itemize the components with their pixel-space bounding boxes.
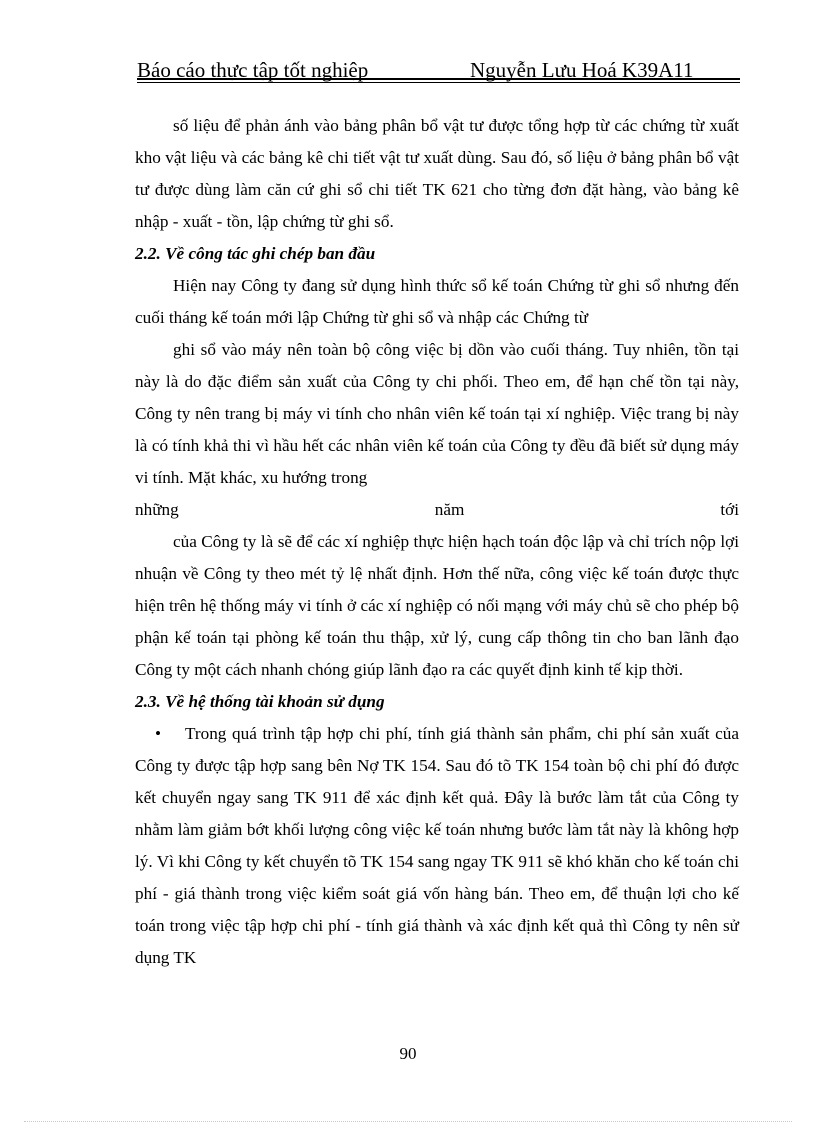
bullet-icon: •: [155, 724, 162, 743]
paragraph-1: số liệu để phản ánh vào bảng phân bổ vật tư được tổng hợp từ các chứng từ xuất kho vật liệu và các bảng kê chi tiết vật tư xuất dùng. Sau đó, số liệu ở bảng phân bổ vật tư được dùng làm căn cứ ghi sổ chi tiết TK 621 cho từng đơn đặt hàng, vào bảng kê nhập - xuất - tồn, lập chứng từ ghi sổ.: [135, 116, 739, 231]
spread-word-2: năm: [434, 500, 465, 519]
section-heading-2-3: 2.3. Về hệ thống tài khoản sử dụng: [135, 692, 385, 711]
header-author: Nguyễn Lưu Hoá K39A11: [470, 58, 694, 82]
bullet-text: Trong quá trình tập hợp chi phí, tính giá thành sản phẩm, chi phí sản xuất của Công ty được tập hợp sang bên Nợ TK 154. Sau đó tõ TK 154 toàn bộ chi phí đó được kết chuyển ngay sang TK 911 để xác định kết quả. Đây là bước làm tắt của Công ty nhằm làm giảm bớt khối lượng công việc kế toán nhưng bước làm tắt này là không hợp lý. Vì khi Công ty kết chuyển tõ TK 154 sang ngay TK 911 sẽ khó khăn cho kế toán chi phí - giá thành trong việc kiểm soát giá vốn hàng bán. Theo em, để thuận lợi cho kế toán trong việc tập hợp chi phí - tính giá thành và xác định kết quả thì Công ty nên sử dụng TK: [135, 724, 739, 967]
header-report-title: Báo cáo thực tập tốt nghiệp: [137, 58, 369, 82]
header-rule-thin: [137, 82, 740, 83]
section-heading-2-2: 2.2. Về công tác ghi chép ban đầu: [135, 244, 376, 263]
paragraph-3: ghi sổ vào máy nên toàn bộ công việc bị dồn vào cuối tháng. Tuy nhiên, tồn tại này là do đặc điểm sản xuất của Công ty chi phối. Theo em, để hạn chế tồn tại này, Công ty nên trang bị máy vi tính cho nhân viên kế toán tại xí nghiệp. Việc trang bị này là có tính khả thi vì hầu hết các nhân viên kế toán của Công ty đều đã biết sử dụng máy vi tính. Mặt khác, xu hướng trong: [135, 340, 739, 487]
header-rule: [137, 78, 740, 80]
paragraph-4: của Công ty là sẽ để các xí nghiệp thực hiện hạch toán độc lập và chỉ trích nộp lợi nhuận về Công ty theo mét tỷ lệ nhất định. Hơn thế nữa, công việc kế toán được thực hiện trên hệ thống máy vi tính ở các xí nghiệp có nối mạng với máy chủ sẽ cho phép bộ phận kế toán tại phòng kế toán thu thập, xử lý, cung cấp thông tin cho ban lãnh đạo Công ty một cách nhanh chóng giúp lãnh đạo ra các quyết định kinh tế kịp thời.: [135, 532, 739, 679]
page-number: 90: [399, 1044, 417, 1063]
spread-word-3: tới: [720, 500, 739, 519]
spread-word-1: những: [135, 500, 179, 519]
footer-divider: [24, 1121, 792, 1122]
paragraph-2: Hiện nay Công ty đang sử dụng hình thức sổ kế toán Chứng từ ghi sổ nhưng đến cuối tháng kế toán mới lập Chứng từ ghi sổ và nhập các Chứng từ: [135, 276, 739, 327]
spread-line: [135, 494, 739, 526]
page-body: [135, 110, 739, 974]
bullet-paragraph: [135, 718, 739, 974]
